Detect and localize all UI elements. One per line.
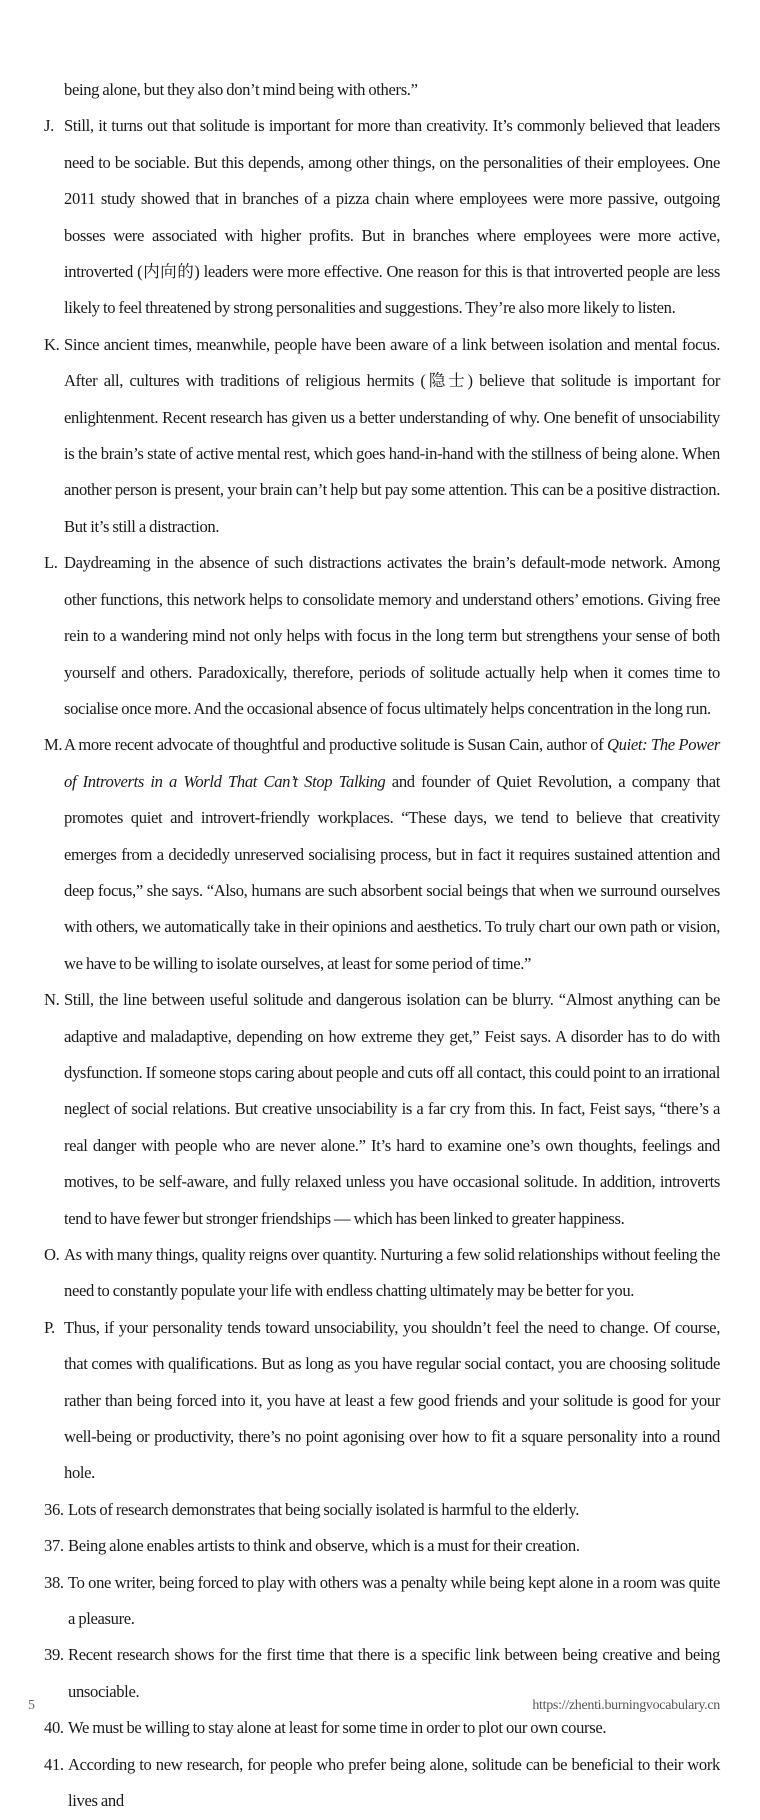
- question-text: Lots of research demonstrates that being socially isolated is harmful to the elderly.: [68, 1499, 580, 1519]
- paragraph-o: [44, 1237, 720, 1310]
- paragraph-m: [44, 727, 720, 982]
- question-text: Being alone enables artists to think and observe, which is a must for their creation.: [68, 1536, 580, 1556]
- question-41: [44, 1747, 720, 1820]
- paragraph-l: [44, 545, 720, 727]
- question-number: 39.: [44, 1645, 64, 1665]
- question-number: 41.: [44, 1754, 64, 1774]
- question-number: 40.: [44, 1718, 64, 1738]
- book-title: Quiet: The Power of Introverts in a World That Can’t Stop Talking: [64, 735, 720, 791]
- question-text: According to new research, for people who prefer being alone, solitude can be beneficial to their work lives and: [68, 1754, 720, 1811]
- question-text: To one writer, being forced to play with others was a penalty while being kept alone in a room was quite a pleasure.: [68, 1572, 720, 1629]
- question-text: Recent research shows for the first time that there is a specific link between being creative and being unsociable.: [68, 1645, 720, 1701]
- paragraph-label: K.: [44, 334, 60, 354]
- paragraph-text-before: A more recent advocate of thoughtful and productive solitude is Susan Cain, author of: [64, 735, 608, 755]
- paragraph-text: [64, 727, 720, 982]
- paragraph-text: Still, the line between useful solitude and dangerous isolation can be blurry. “Almost anything can be adaptive and maladaptive, depending on how extreme they get,” Feist says. A disorder has to do with dysfunction. If someone stops caring about people and cuts off all contact, this could point to an irrational neglect of social relations. But creative unsociability is a far cry from this. In fact, Feist says, “there’s a real danger with people who are never alone.” It’s hard to examine one’s own thoughts, feelings and motives, to be self-aware, and fully relaxed unless you have occasional solitude. In addition, introverts tend to have fewer but stronger friendships — which has been linked to greater happiness.: [64, 990, 720, 1228]
- paragraph-n: [44, 982, 720, 1237]
- question-38: [44, 1565, 720, 1638]
- paragraph-j: [44, 108, 720, 326]
- paragraph-text-after: and founder of Quiet Revolution, a company that promotes quiet and introvert-friendly workplaces. “These days, we tend to believe that creativity emerges from a decidedly unreserved socialising process, but in fact it requires sustained attention and deep focus,” she says. “Also, humans are such absorbent social beings that when we surround ourselves with others, we automatically take in their opinions and aesthetics. To truly chart our own path or vision, we have to be willing to isolate ourselves, at least for some period of time.”: [64, 771, 720, 973]
- question-40: [44, 1710, 720, 1746]
- paragraph-label: O.: [44, 1245, 60, 1264]
- reading-passage: [44, 72, 720, 1820]
- paragraph-p: [44, 1310, 720, 1492]
- question-number: 38.: [44, 1572, 64, 1592]
- question-number: 37.: [44, 1536, 64, 1556]
- paragraph-text: As with many things, quality reigns over quantity. Nurturing a few solid relationships without feeling the need to constantly populate your life with endless chatting ultimately may be better for you.: [64, 1245, 720, 1301]
- paragraph-text: Still, it turns out that solitude is important for more than creativity. It’s commonly believed that leaders need to be sociable. But this depends, among other things, on the personalities of their employees. One 2011 study showed that in branches of a pizza chain where employees were more passive, outgoing bosses were associated with higher profits. But in branches where employees were more active, introverted (内向的) leaders were more effective. One reason for this is that introverted people are less likely to feel threatened by strong personalities and suggestions. They’re also more likely to listen.: [64, 116, 720, 318]
- page-number: 5: [28, 1698, 35, 1713]
- source-url[interactable]: https://zhenti.burningvocabulary.cn: [532, 1698, 720, 1713]
- question-number: 36.: [44, 1499, 64, 1519]
- paragraph-text: Daydreaming in the absence of such distractions activates the brain’s default-mode network. Among other functions, this network helps to consolidate memory and understand others’ emotions. Giving free rein to a wandering mind not only helps with focus in the long term but strengthens your sense of both yourself and others. Paradoxically, therefore, periods of solitude actually help when it comes time to socialise once more. And the occasional absence of focus ultimately helps concentration in the long run.: [64, 553, 720, 718]
- paragraph-label: N.: [44, 990, 60, 1010]
- paragraph-label: L.: [44, 553, 58, 573]
- paragraph-continuation: being alone, but they also don’t mind being with others.”: [64, 80, 418, 99]
- question-text: We must be willing to stay alone at least for some time in order to plot our own course.: [68, 1718, 607, 1738]
- question-36: [44, 1492, 720, 1528]
- paragraph-text: Since ancient times, meanwhile, people have been aware of a link between isolation and mental focus. After all, cultures with traditions of religious hermits (隐士) believe that solitude is important for enlightenment. Recent research has given us a better understanding of why. One benefit of unsociability is the brain’s state of active mental rest, which goes hand-in-hand with the stillness of being alone. When another person is present, your brain can’t help but pay some attention. This can be a positive distraction. But it’s still a distraction.: [64, 334, 720, 536]
- paragraph-label: P.: [44, 1317, 55, 1337]
- paragraph-label: J.: [44, 116, 54, 136]
- paragraph-k: [44, 327, 720, 545]
- paragraph-text: Thus, if your personality tends toward unsociability, you shouldn’t feel the need to change. Of course, that comes with qualifications. But as long as you have regular social contact, you are choosing solitude rather than being forced into it, you have at least a few good friends and your solitude is good for your well-being or productivity, there’s no point agonising over how to fit a square personality into a round hole.: [64, 1317, 720, 1483]
- paragraph-label: M.: [44, 735, 63, 755]
- question-37: [44, 1528, 720, 1564]
